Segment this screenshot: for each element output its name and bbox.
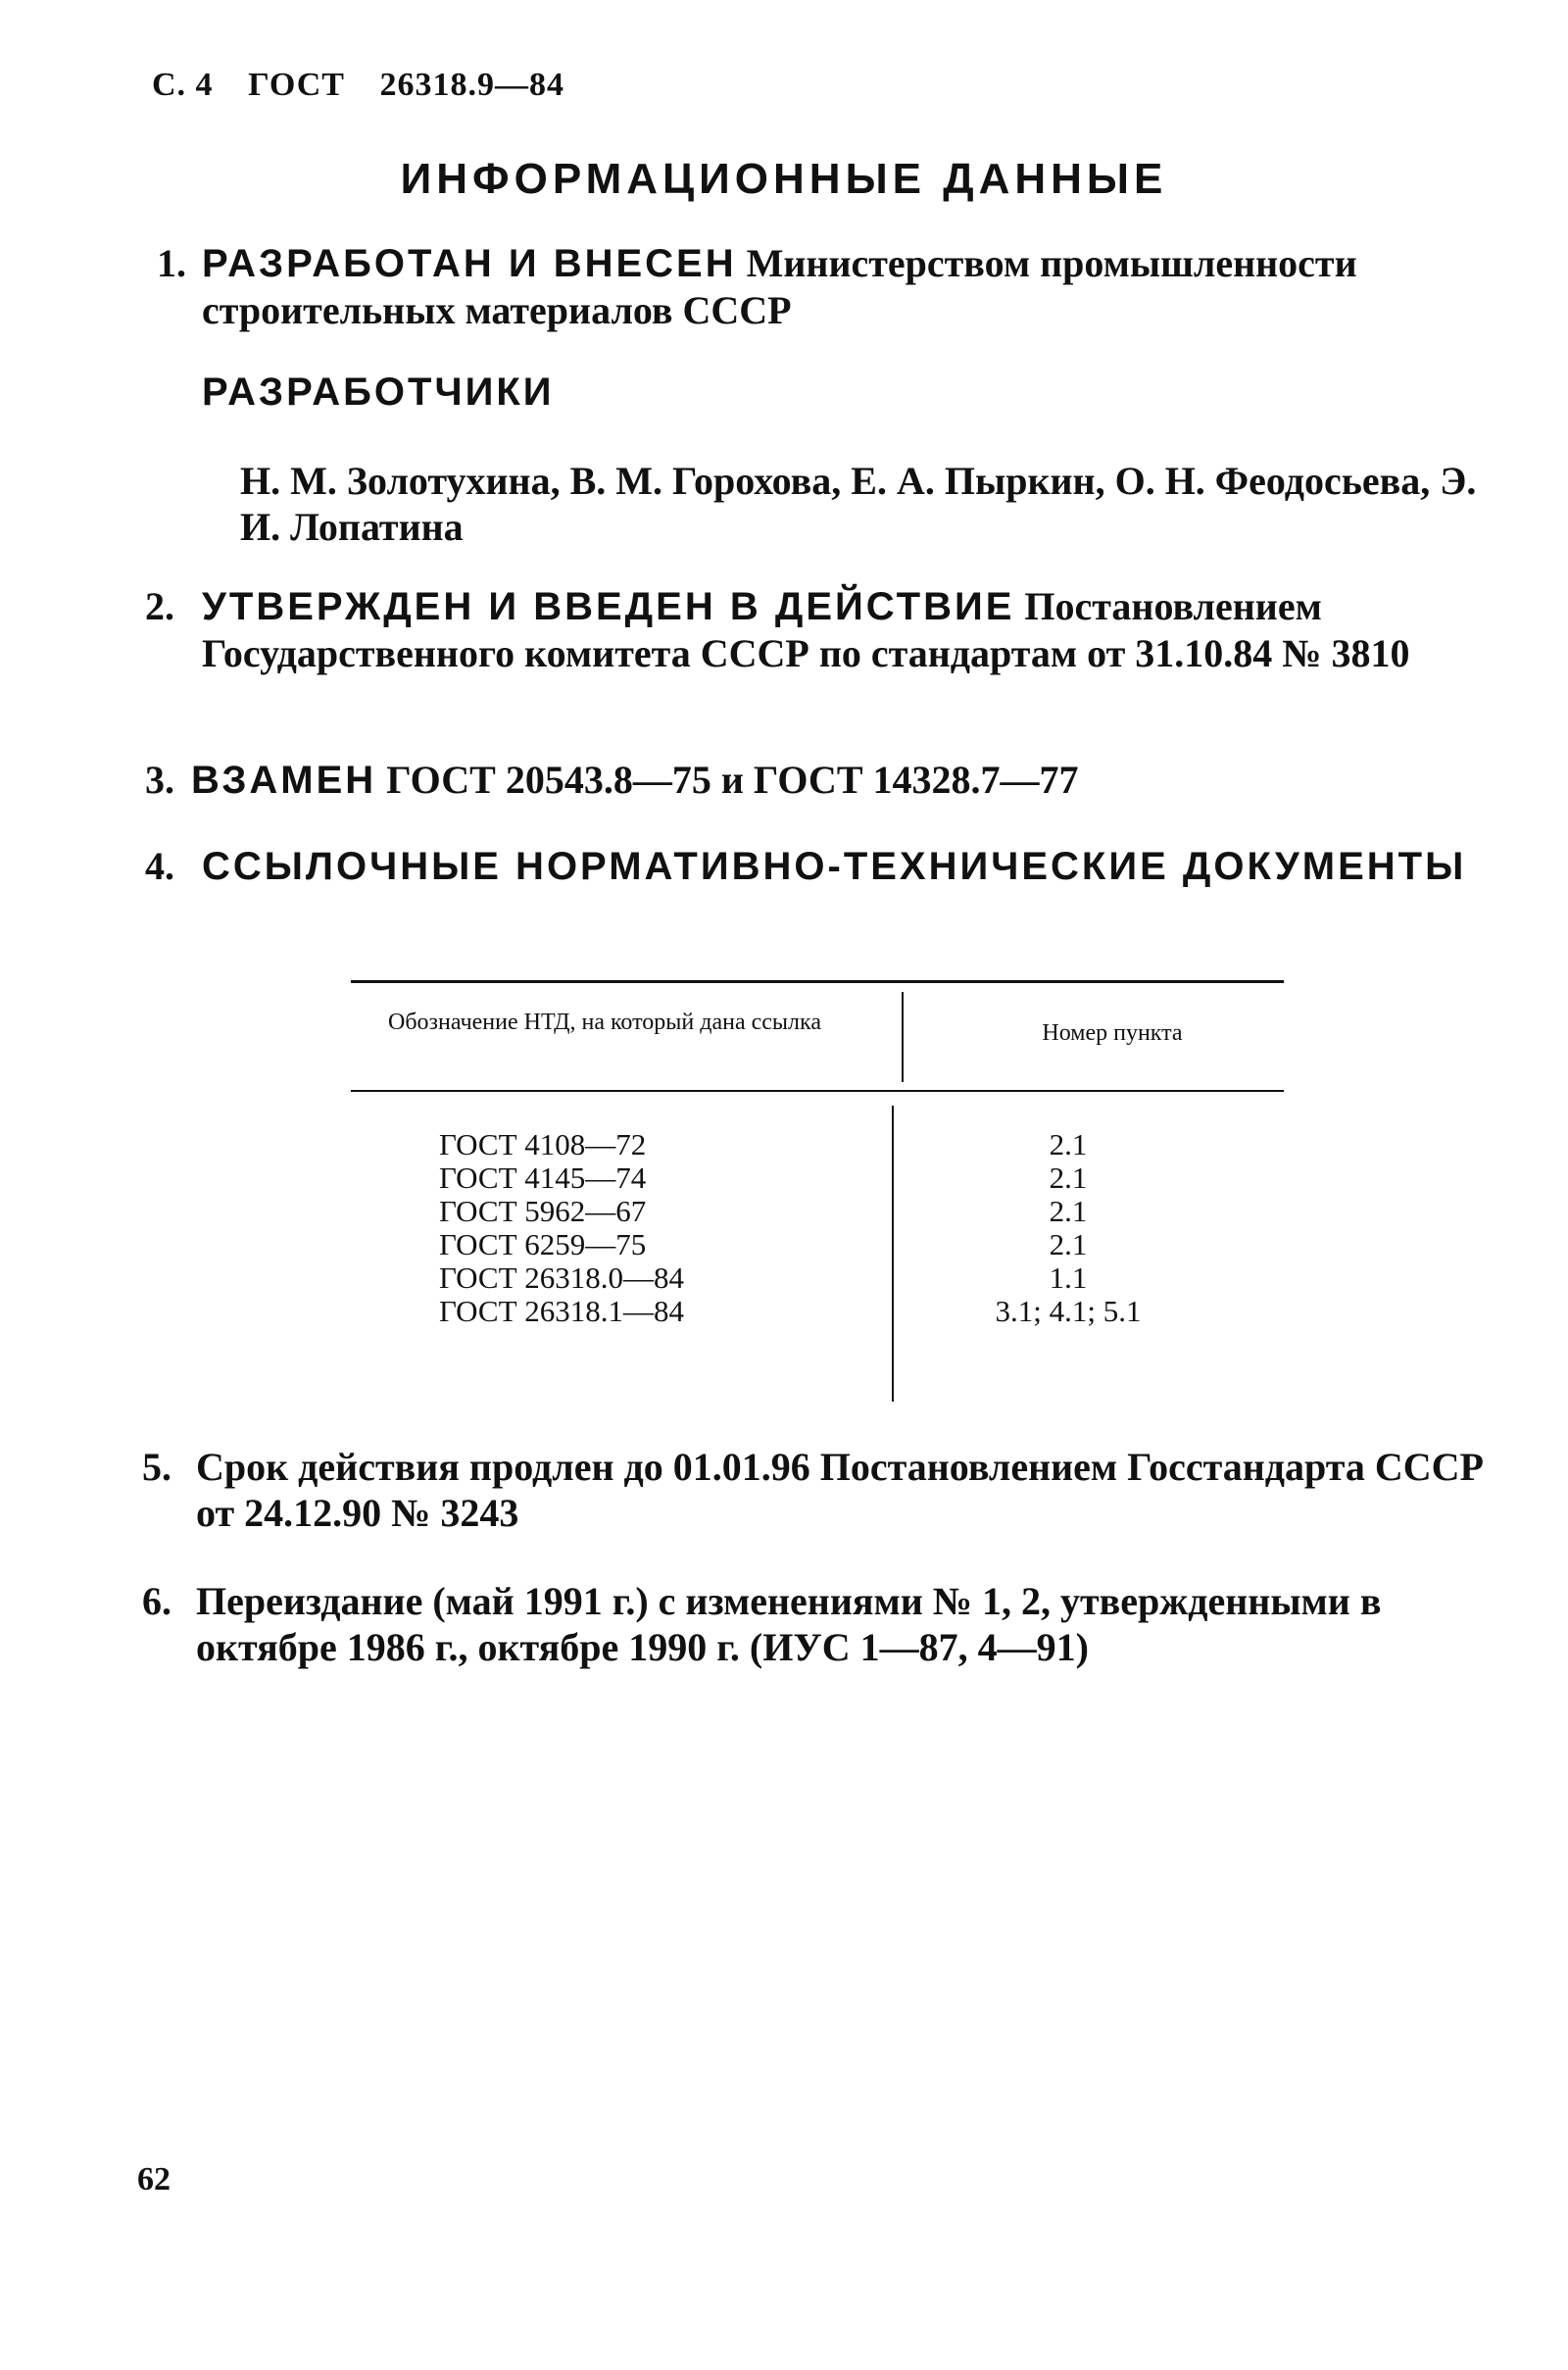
section-4-text [202, 843, 1505, 890]
page-header [152, 67, 590, 104]
table-row-doc: ГОСТ 5962—67 [439, 1194, 647, 1228]
page-title: ИНФОРМАЦИОННЫЕ ДАННЫЕ [400, 155, 1168, 203]
table-row-item: 2.1 [1049, 1227, 1088, 1261]
table-row-item: 1.1 [1049, 1260, 1088, 1295]
section-2-body: Постановлением Государственного комитета СССР по стандартам от 31.10.84 № 3810 [202, 584, 1410, 675]
section-2-text [202, 583, 1500, 676]
section-3-caps: ВЗАМЕН [191, 759, 377, 802]
section-4-number: 4. [145, 844, 174, 888]
table-item-column [941, 1128, 1196, 1328]
section-3-body: ГОСТ 20543.8—75 и ГОСТ 14328.7—77 [386, 758, 1079, 802]
developers-list: Н. М. Золотухина, В. М. Горохова, Е. А. Пыркин, О. Н. Феодосьева, Э. И. Лопатина [240, 459, 1477, 549]
section-5-number: 5. [142, 1445, 172, 1489]
table-top-rule [351, 980, 1284, 983]
table-body-divider [892, 1106, 894, 1402]
table-header-doc: Обозначение НТД, на который дана ссылка [388, 1010, 821, 1035]
table-row-doc: ГОСТ 6259—75 [439, 1227, 647, 1261]
table-row-item: 2.1 [1049, 1160, 1088, 1195]
section-3-text [191, 757, 1079, 804]
table-row-doc: ГОСТ 26318.0—84 [439, 1260, 685, 1295]
section-5-text: Срок действия продлен до 01.01.96 Постановлением Госстандарта СССР от 24.12.90 № 3243 [196, 1445, 1484, 1535]
table-row-item: 2.1 [1049, 1127, 1088, 1161]
section-3-number: 3. [145, 758, 174, 802]
table-row-doc: ГОСТ 4145—74 [439, 1160, 647, 1195]
table-header-divider [902, 992, 904, 1082]
section-1-body: Министерством промышленности строительных материалов СССР [202, 241, 1357, 332]
table-header-item: Номер пункта [1042, 1020, 1183, 1046]
section-2-number: 2. [145, 584, 174, 628]
page-number: 62 [137, 2161, 171, 2197]
section-4-caps: ССЫЛОЧНЫЕ НОРМАТИВНО-ТЕХНИЧЕСКИЕ ДОКУМЕНТЫ [202, 845, 1467, 888]
page-label: С. 4 [152, 67, 214, 103]
table-doc-column [439, 1128, 684, 1328]
section-6-number: 6. [142, 1579, 172, 1623]
section-1-number: 1. [157, 241, 186, 285]
section-1-caps: РАЗРАБОТАН И ВНЕСЕН [202, 242, 737, 285]
section-6-text: Переиздание (май 1991 г.) с изменениями № 1, 2, утвержденными в октябре 1986 г., октябре 1990 г. (ИУС 1—87, 4—91) [196, 1579, 1382, 1669]
table-row-doc: ГОСТ 26318.1—84 [439, 1294, 685, 1328]
standard-number: 26318.9—84 [379, 67, 564, 103]
standard-label: ГОСТ [248, 67, 345, 103]
section-1-text [202, 240, 1495, 333]
table-row-item: 3.1; 4.1; 5.1 [995, 1294, 1142, 1328]
developers-heading: РАЗРАБОТЧИКИ [202, 370, 555, 414]
section-2-caps: УТВЕРЖДЕН И ВВЕДЕН В ДЕЙСТВИЕ [202, 585, 1015, 628]
table-header-rule [351, 1090, 1284, 1092]
table-row-doc: ГОСТ 4108—72 [439, 1127, 647, 1161]
table-row-item: 2.1 [1049, 1194, 1088, 1228]
